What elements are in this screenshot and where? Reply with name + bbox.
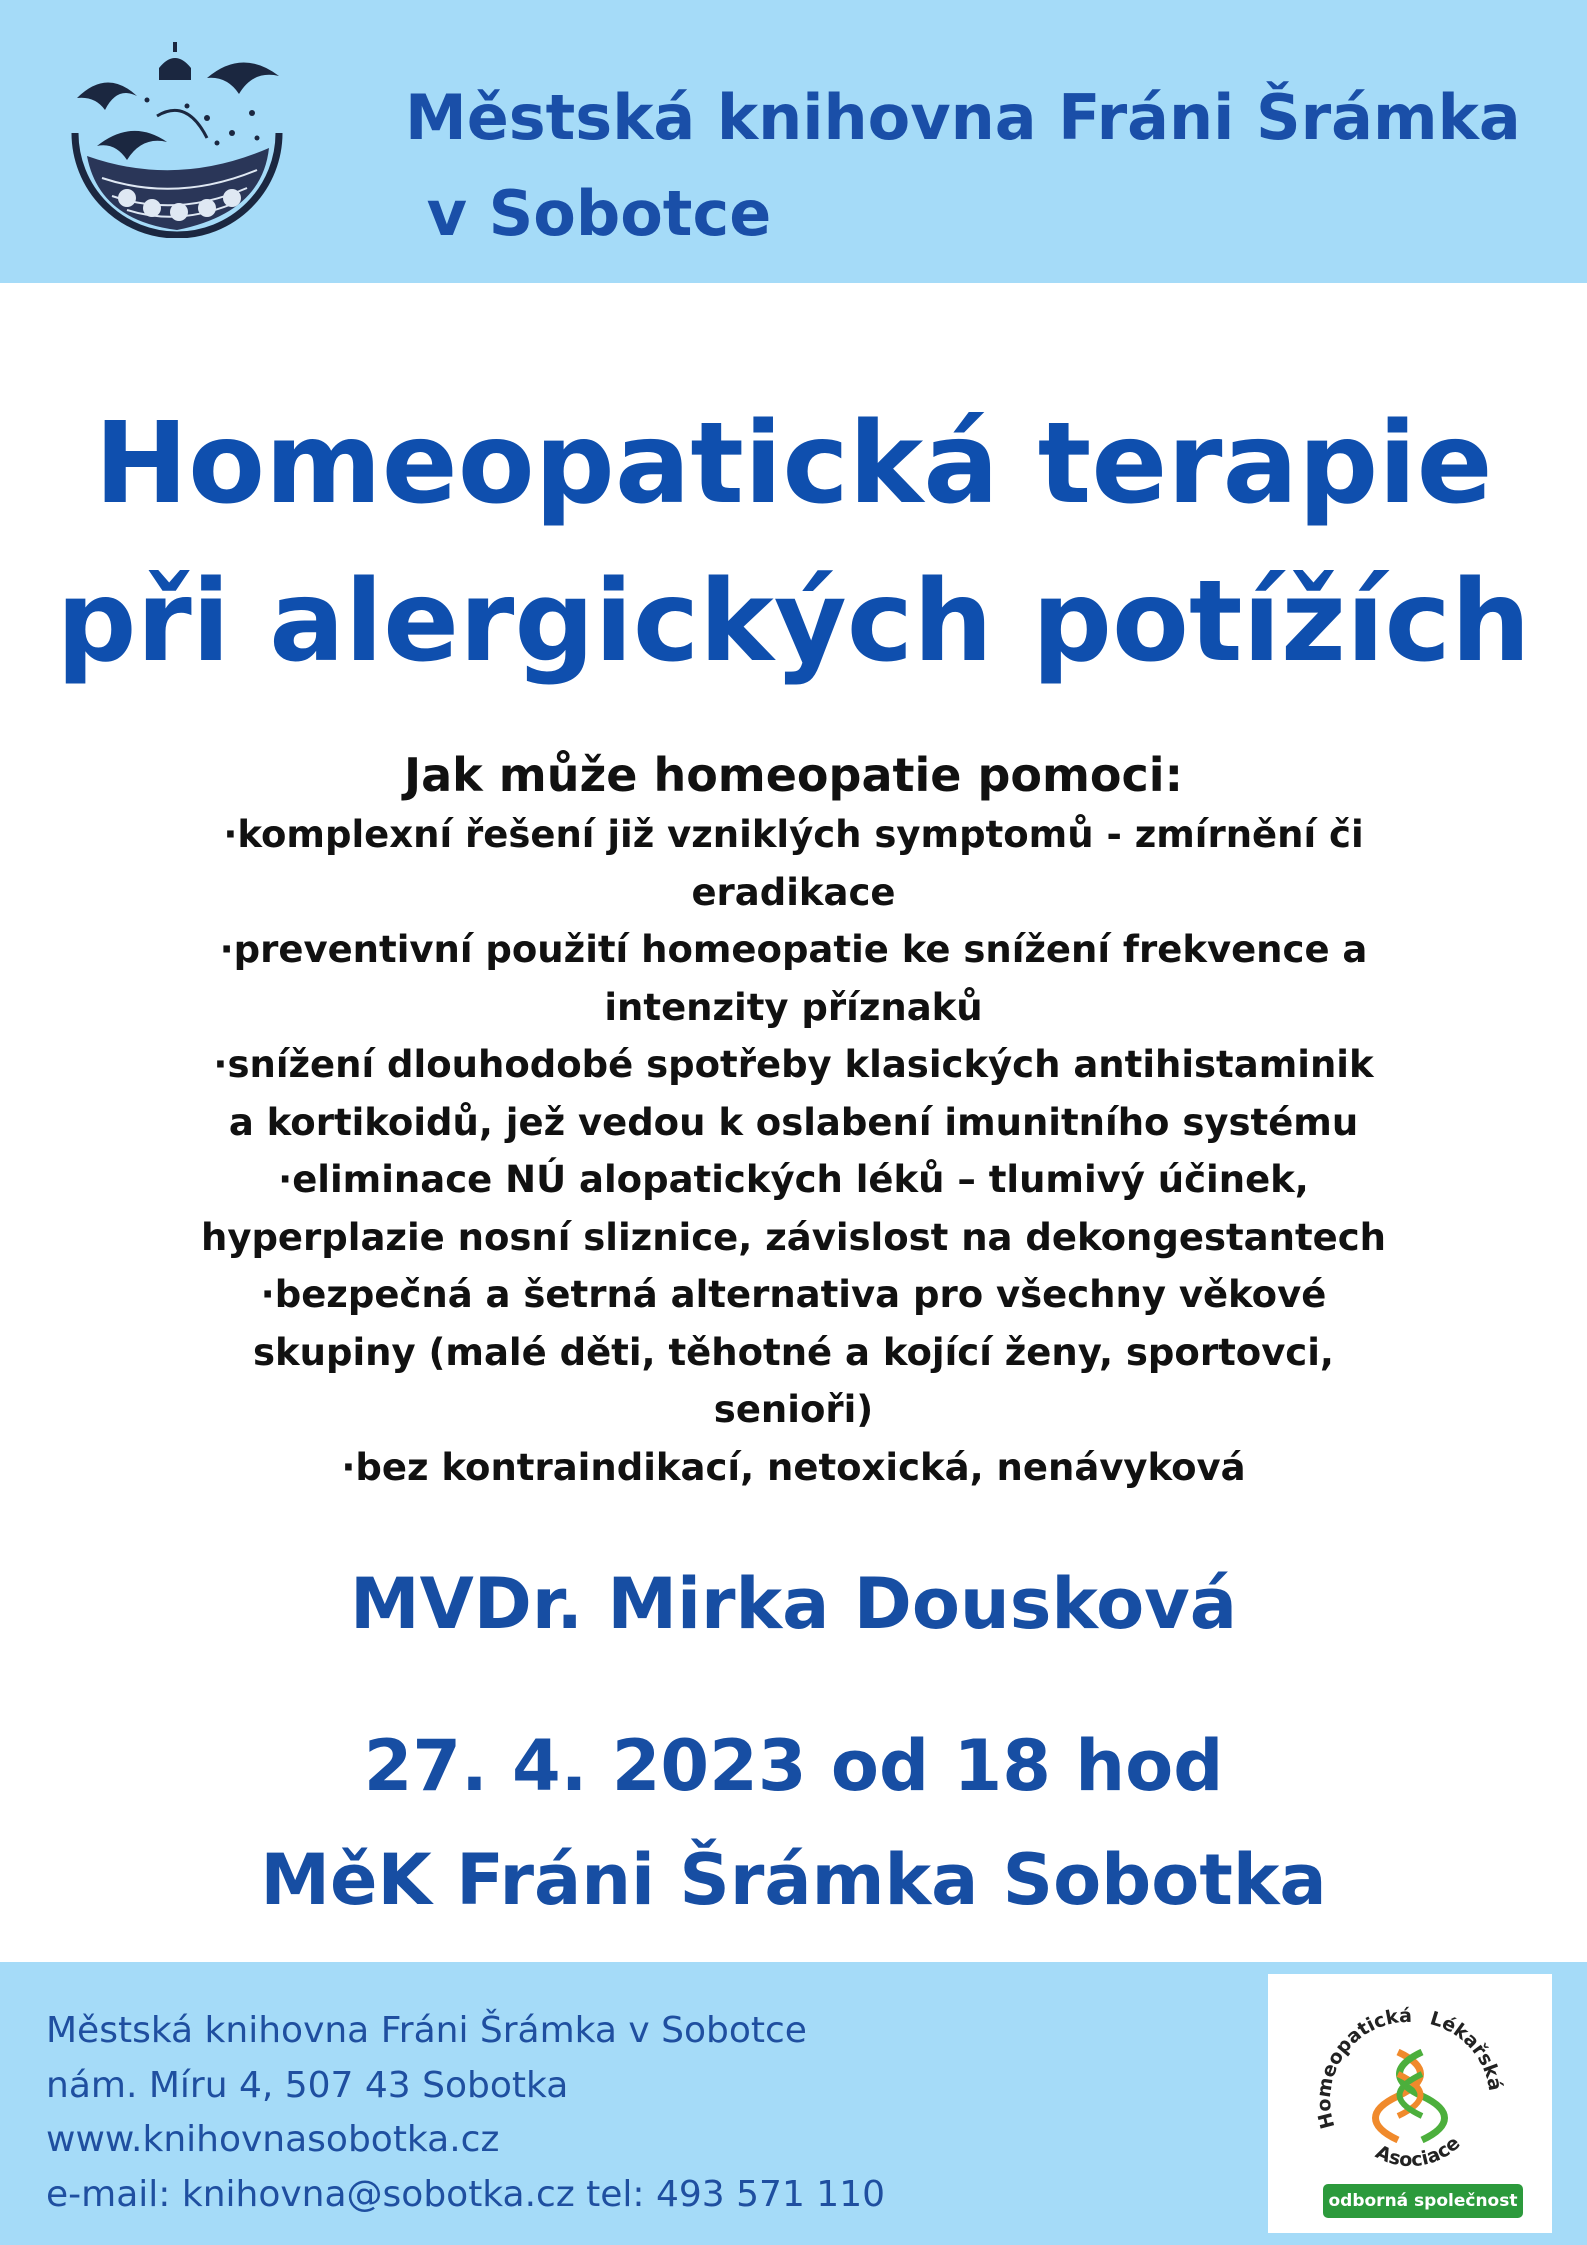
arc-text-bottom: Asociace	[1372, 2131, 1465, 2172]
contact-web-link[interactable]: www.knihovnasobotka.cz	[46, 2119, 500, 2160]
benefit-line: a kortikoidů, jež vedou k oslabení imunitního systému	[228, 1100, 1359, 1144]
contact-address: nám. Míru 4, 507 43 Sobotka	[46, 2064, 569, 2106]
event-title-line2: při alergických potížích	[56, 557, 1531, 687]
benefit-line: ·snížení dlouhodobé spotřeby klasických antihistaminik	[213, 1043, 1374, 1086]
benefit-line: senioři)	[713, 1388, 874, 1431]
benefit-line: intenzity příznaků	[604, 985, 983, 1029]
header-band	[0, 0, 1587, 283]
benefit-line: ·preventivní použití homeopatie ke snížení frekvence a	[219, 928, 1368, 971]
contact-email-phone[interactable]: e-mail: knihovna@sobotka.cz tel: 493 571 110	[46, 2173, 886, 2215]
benefit-line: hyperplazie nosní sliznice, závislost na dekongestantech	[200, 1215, 1387, 1259]
hla-logo-graphic	[1268, 1974, 1552, 2179]
contact-info	[46, 2004, 1196, 2222]
benefit-line: ·bezpečná a šetrná alternativa pro všechny věkové	[260, 1273, 1327, 1316]
library-name-line1: Městská knihovna Fráni Šrámka	[405, 81, 1521, 154]
presenter-name: MVDr. Mirka Dousková	[349, 1563, 1238, 1645]
dna-helix-icon	[1376, 2052, 1445, 2140]
library-name-line2: v Sobotce	[405, 177, 772, 250]
partner-badge: odborná společnost	[1323, 2184, 1523, 2218]
library-name	[405, 70, 1575, 262]
intro-heading: Jak může homeopatie pomoci:	[404, 748, 1183, 802]
partner-logo	[1268, 1974, 1552, 2233]
arc-text-left: Homeopatická	[1312, 2004, 1413, 2131]
arc-text-right: Lékařská	[1427, 2007, 1507, 2093]
benefits-list	[180, 806, 1407, 1496]
event-title	[0, 385, 1587, 701]
benefit-line: ·bez kontraindikací, netoxická, nenávyková	[341, 1445, 1246, 1489]
event-venue: MěK Fráni Šrámka Sobotka	[260, 1839, 1327, 1921]
event-date-time: 27. 4. 2023 od 18 hod	[363, 1725, 1224, 1807]
contact-name: Městská knihovna Fráni Šrámka v Sobotce	[46, 2010, 807, 2051]
event-title-line1: Homeopatická terapie	[94, 399, 1493, 529]
library-emblem-birds-icon	[57, 38, 297, 238]
benefit-line: ·eliminace NÚ alopatických léků – tlumivý účinek,	[278, 1158, 1309, 1201]
benefit-line: ·komplexní řešení již vzniklých symptomů - zmírnění či	[223, 813, 1364, 856]
benefit-line: eradikace	[691, 870, 896, 914]
benefit-line: skupiny (malé děti, těhotné a kojící ženy, sportovci,	[253, 1330, 1334, 1374]
